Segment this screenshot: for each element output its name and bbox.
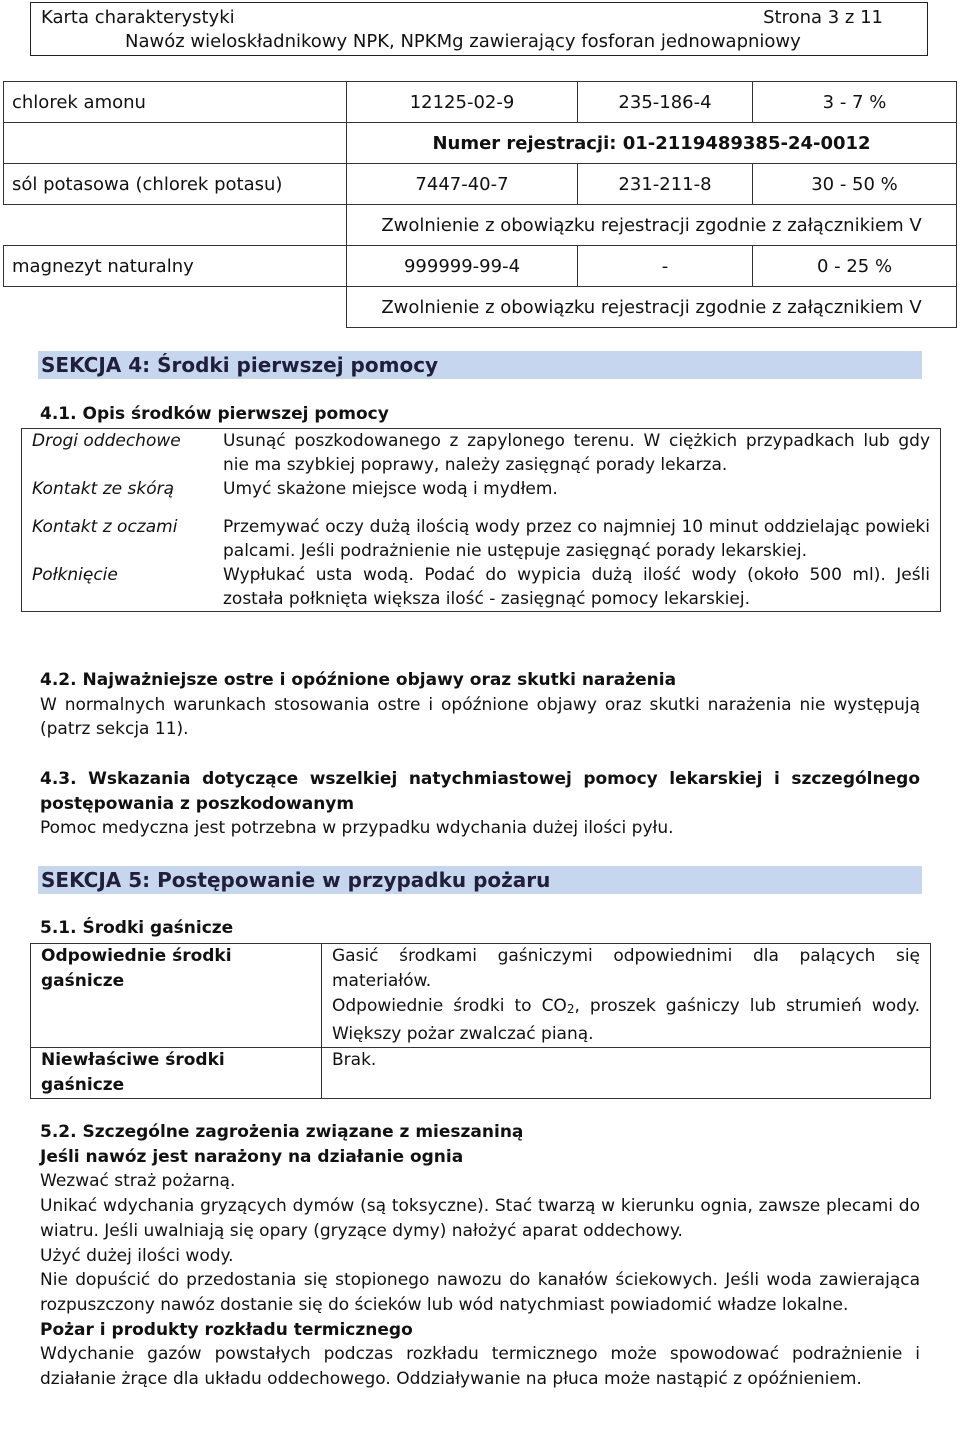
subsection-4-3 [40, 767, 920, 841]
first-aid-table [21, 428, 941, 612]
co2-text: Odpowiednie środki to CO [332, 996, 567, 1016]
empty-cell [4, 205, 347, 246]
first-aid-text: Usunąć poszkodowanego z zapylonego terenu. W ciężkich przypadkach lub gdy nie ma szybkiej poprawy, należy zasięgnąć porady lekarza. [223, 431, 930, 475]
subsection-4-2-text: W normalnych warunkach stosowania ostre i opóźnione objawy oraz skutki narażenia nie występują (patrz sekcja 11). [40, 694, 920, 739]
table-row [4, 205, 957, 246]
decomposition-text: Wdychanie gazów powstałych podczas rozkładu termicznego może spowodować podrażnienie i działanie żrące dla układu oddechowego. Oddziaływanie na płuca może nastąpić z opóźnieniem. [40, 1344, 920, 1390]
first-aid-text: Przemywać oczy dużą ilością wody przez co najmniej 10 minut oddzielając powieki palcami. Jeśli podrażnienie nie ustępuje zasięgnąć porady lekarskiej. [223, 517, 930, 561]
table-row [31, 1048, 931, 1099]
cas-number: 12125-02-9 [347, 82, 578, 123]
subsection-4-2-title: 4.2. Najważniejsze ostre i opóźnione objawy oraz skutki narażenia [40, 670, 677, 690]
exposure-route: Kontakt z oczami [32, 517, 178, 537]
table-row [22, 563, 941, 612]
exposure-route: Drogi oddechowe [32, 431, 181, 451]
empty-cell [4, 287, 347, 328]
section-5-title: SEKCJA 5: Postępowanie w przypadku pożaru [38, 866, 922, 894]
concentration: 3 - 7 % [753, 82, 957, 123]
suitable-media-label: Odpowiednie środki gaśnicze [31, 944, 322, 1048]
subsection-4-3-title: 4.3. Wskazania dotyczące wszelkiej natychmiastowej pomocy lekarskiej i szczególnego postępowania z poszkodowanym [40, 769, 920, 814]
suitable-media-p1: Gasić środkami gaśniczymi odpowiednimi dla palących się materiałów. [332, 946, 920, 991]
subsection-4-2 [40, 668, 920, 742]
table-row [22, 429, 941, 478]
extinguishing-media-table [30, 943, 931, 1099]
page-header [30, 2, 928, 56]
fire-paragraph: Nie dopuścić do przedostania się stopionego nawozu do kanałów ściekowych. Jeśli woda zawierająca rozpuszczony nawóz dostanie się do ścieków lub wód natychmiast powiadomić władze lokalne. [40, 1270, 920, 1315]
table-row [4, 164, 957, 205]
cas-number: 7447-40-7 [347, 164, 578, 205]
doc-type: Karta charakterystyki [41, 7, 235, 28]
subsection-5-1-title: 5.1. Środki gaśnicze [40, 918, 234, 938]
suitable-media-rest: , proszek gaśniczy lub strumień wody. Większy pożar zwalczać pianą. [332, 996, 920, 1044]
section-4-title: SEKCJA 4: Środki pierwszej pomocy [38, 351, 922, 379]
fire-heading: Jeśli nawóz jest narażony na działanie ognia [40, 1146, 464, 1167]
suitable-media-text [322, 944, 931, 1048]
product-name: Nawóz wieloskładnikowy NPK, NPKMg zawierający fosforan jednowapniowy [125, 31, 801, 52]
fire-paragraph: Użyć dużej ilości wody. [40, 1245, 234, 1266]
table-row [4, 287, 957, 328]
registration-note: Numer rejestracji: 01-2119489385-24-0012 [347, 123, 957, 164]
table-row [22, 515, 941, 563]
suitable-media-p2 [332, 994, 920, 1047]
subsection-4-1-title: 4.1. Opis środków pierwszej pomocy [40, 404, 389, 424]
concentration: 30 - 50 % [753, 164, 957, 205]
cas-number: 999999-99-4 [347, 246, 578, 287]
unsuitable-media-label: Niewłaściwe środki gaśnicze [31, 1048, 322, 1099]
table-row [4, 82, 957, 123]
table-row [22, 477, 941, 515]
component-name: sól potasowa (chlorek potasu) [4, 164, 347, 205]
first-aid-text: Wypłukać usta wodą. Podać do wypicia dużą ilość wody (około 500 ml). Jeśli została połknięta większa ilość - zasięgnąć pomocy lekarskiej. [223, 565, 930, 609]
subsection-4-3-text: Pomoc medyczna jest potrzebna w przypadku wdychania dużej ilości pyłu. [40, 818, 674, 838]
ec-number: 235-186-4 [578, 82, 753, 123]
fire-paragraph: Wezwać straż pożarną. [40, 1171, 236, 1192]
component-name: chlorek amonu [4, 82, 347, 123]
table-row [31, 944, 931, 1048]
co2-subscript: 2 [566, 1002, 575, 1016]
table-row [4, 123, 957, 164]
exposure-route: Kontakt ze skórą [32, 479, 175, 499]
page-number: Strona 3 z 11 [763, 7, 883, 28]
registration-note: Zwolnienie z obowiązku rejestracji zgodnie z załącznikiem V [347, 205, 957, 246]
empty-cell [4, 123, 347, 164]
exposure-route: Połknięcie [32, 565, 118, 585]
decomposition-heading: Pożar i produkty rozkładu termicznego [40, 1319, 413, 1340]
component-name: magnezyt naturalny [4, 246, 347, 287]
concentration: 0 - 25 % [753, 246, 957, 287]
components-table [3, 81, 957, 328]
registration-note: Zwolnienie z obowiązku rejestracji zgodnie z załącznikiem V [347, 287, 957, 328]
fire-paragraph: Unikać wdychania gryzących dymów (są toksyczne). Stać twarzą w kierunku ognia, zawsze plecami do wiatru. Jeśli uwalniają się opary (gryzące dymy) nałożyć aparat oddechowy. [40, 1196, 920, 1241]
unsuitable-media-text: Brak. [322, 1048, 931, 1099]
subsection-5-2 [40, 1120, 920, 1392]
ec-number: 231-211-8 [578, 164, 753, 205]
table-row [4, 246, 957, 287]
ec-number: - [578, 246, 753, 287]
first-aid-text: Umyć skażone miejsce wodą i mydłem. [223, 479, 558, 499]
subsection-5-2-title: 5.2. Szczególne zagrożenia związane z mieszaniną [40, 1122, 524, 1142]
